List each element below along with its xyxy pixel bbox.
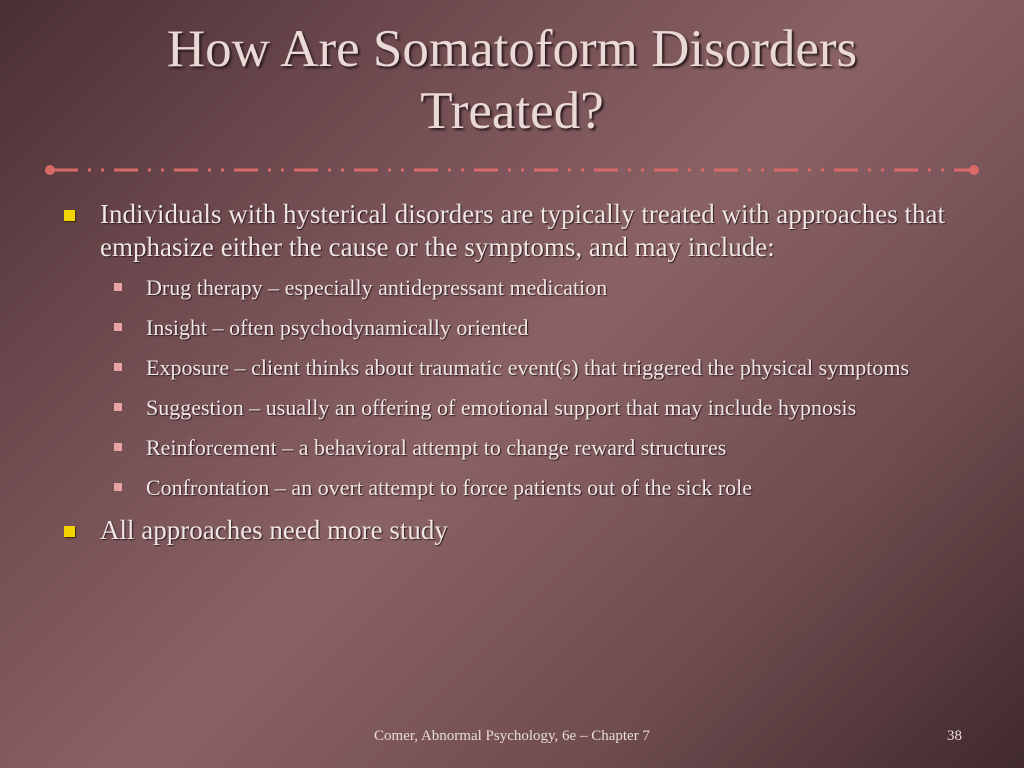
sub-bullet-text: Insight – often psychodynamically oriented — [146, 315, 529, 340]
divider-right-dot — [969, 165, 979, 175]
slide-footer: Comer, Abnormal Psychology, 6e – Chapter 7 — [374, 728, 650, 744]
slide-title — [0, 18, 1024, 142]
sub-bullet-square-icon — [114, 483, 122, 491]
page-number: 38 — [947, 728, 962, 744]
slide-title-line-1: How Are Somatoform Disorders — [166, 20, 858, 78]
bullet-text: Individuals with hysterical disorders are typically treated with approaches that emphasize either the cause or the symptoms, and may include: — [100, 199, 945, 262]
sub-bullet-item — [62, 314, 962, 341]
bullet-square-icon — [64, 526, 75, 537]
bullet-text: All approaches need more study — [100, 515, 448, 545]
slide-title-line-2: Treated? — [420, 82, 604, 140]
sub-bullet-square-icon — [114, 283, 122, 291]
sub-bullet-item — [62, 394, 962, 421]
bullet-item — [62, 514, 962, 547]
bullet-square-icon — [64, 210, 75, 221]
sub-bullet-text: Reinforcement – a behavioral attempt to change reward structures — [146, 435, 727, 460]
sub-bullet-square-icon — [114, 323, 122, 331]
sub-bullet-item — [62, 354, 962, 381]
sub-bullet-item — [62, 274, 962, 301]
sub-bullet-item — [62, 474, 962, 501]
sub-bullet-item — [62, 434, 962, 461]
sub-bullet-list — [62, 274, 962, 501]
sub-bullet-square-icon — [114, 403, 122, 411]
sub-bullet-text: Suggestion – usually an offering of emotional support that may include hypnosis — [146, 395, 857, 420]
sub-bullet-text: Exposure – client thinks about traumatic event(s) that triggered the physical symptoms — [146, 355, 910, 380]
divider-left-dot — [45, 165, 55, 175]
sub-bullet-square-icon — [114, 363, 122, 371]
sub-bullet-square-icon — [114, 443, 122, 451]
title-divider — [44, 162, 980, 178]
bullet-item — [62, 198, 962, 264]
slide-body — [62, 198, 962, 557]
sub-bullet-text: Drug therapy – especially antidepressant medication — [146, 275, 608, 300]
sub-bullet-text: Confrontation – an overt attempt to force patients out of the sick role — [146, 475, 753, 500]
